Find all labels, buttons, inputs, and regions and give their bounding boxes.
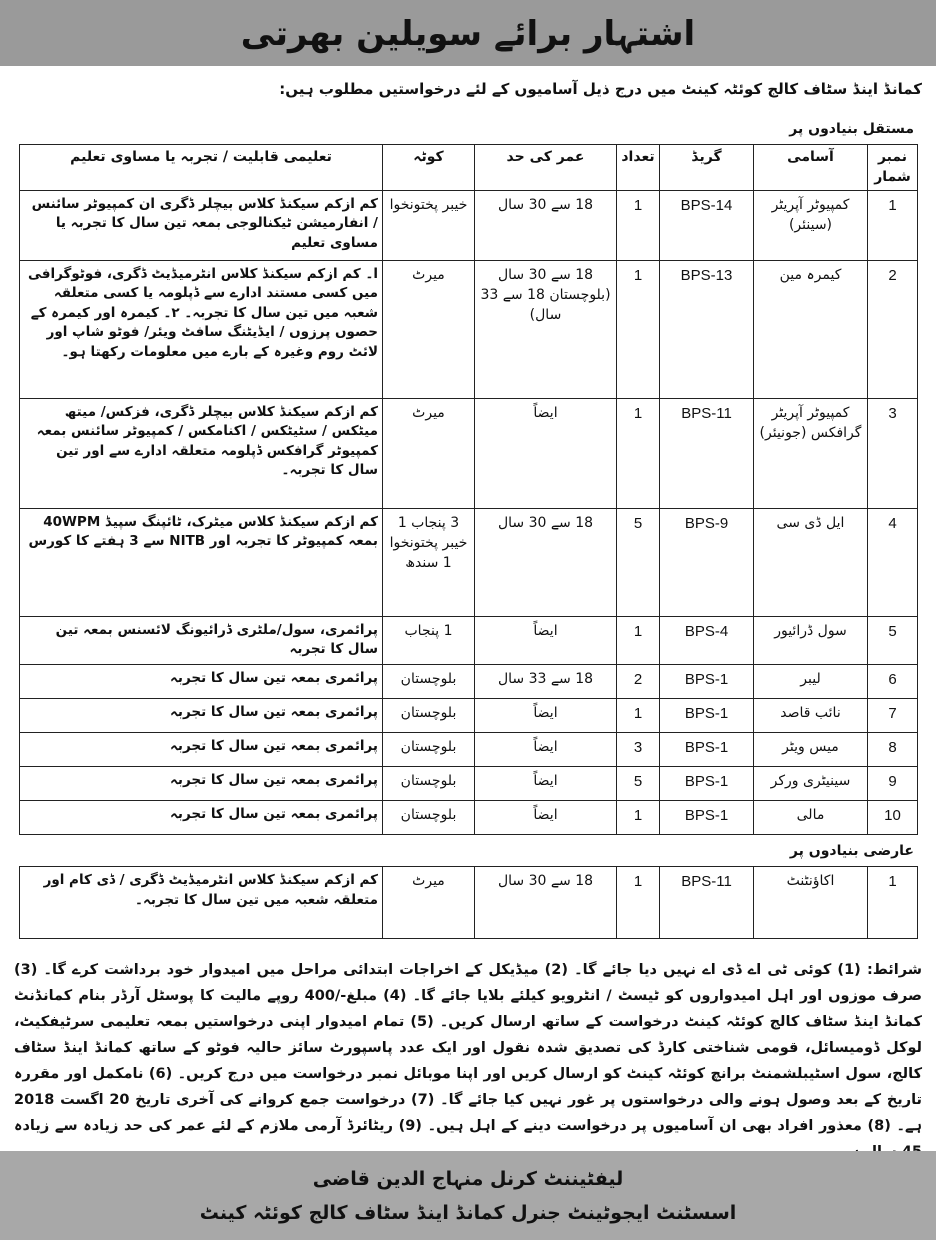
quota-cell: 3 پنجاب 1 خیبر پختونخوا 1 سندھ: [383, 508, 475, 616]
requirements-cell: پرائمری بمعہ تین سال کا تجربہ: [20, 732, 383, 766]
post-cell: کمپیوٹر آپریٹر گرافکس (جونیئر): [754, 398, 868, 508]
grade-cell: BPS-11: [660, 398, 754, 508]
intro-text: کمانڈ اینڈ سٹاف کالج کوئٹہ کینٹ میں درج ذیل آسامیوں کے لئے درخواستیں مطلوب ہیں:: [279, 80, 922, 98]
table-row: [20, 664, 918, 698]
quota-cell: خیبر پختونخوا: [383, 190, 475, 260]
count-cell: 1: [617, 260, 660, 398]
requirements-cell: کم ازکم سیکنڈ کلاس انٹرمیڈیٹ ڈگری / ڈی کام اور متعلقہ شعبہ میں تین سال کا تجربہ۔: [20, 867, 383, 939]
terms-label: شرائط:: [866, 962, 922, 978]
count-cell: 1: [617, 800, 660, 834]
requirements-cell: کم ازکم سیکنڈ کلاس میٹرک، ٹائپنگ سپیڈ 40WPM بمعہ کمپیوٹر کا تجربہ اور NITB سے 3 ہفتے کا کورس: [20, 508, 383, 616]
temporary-label: عارضی بنیادوں پر: [789, 843, 914, 859]
table-row: [20, 190, 918, 260]
age-cell: [475, 664, 617, 698]
grade-cell: BPS-1: [660, 766, 754, 800]
post-cell: کمپیوٹر آپریٹر (سینئر): [754, 190, 868, 260]
serial-cell: 6: [868, 664, 918, 698]
post-cell: سینیٹری ورکر: [754, 766, 868, 800]
age-cell: [475, 766, 617, 800]
grade-cell: BPS-11: [660, 867, 754, 939]
temporary-posts-table: [19, 866, 918, 939]
quota-cell: بلوچستان: [383, 732, 475, 766]
grade-cell: BPS-1: [660, 664, 754, 698]
officer-name: لیفٹیننٹ کرنل منہاج الدین قاضی: [312, 1167, 624, 1190]
count-cell: 5: [617, 766, 660, 800]
age-range: ایضاً: [533, 772, 558, 789]
serial-cell: 10: [868, 800, 918, 834]
age-cell: [475, 260, 617, 398]
quota-cell: میرٹ: [383, 398, 475, 508]
quota-cell: بلوچستان: [383, 800, 475, 834]
age-range: 18 سے 30 سال: [497, 514, 594, 531]
age-cell: [475, 508, 617, 616]
post-cell: نائب قاصد: [754, 698, 868, 732]
header-quota: کوٹہ: [383, 145, 475, 191]
count-cell: 1: [617, 616, 660, 664]
grade-cell: BPS-1: [660, 800, 754, 834]
requirements-cell: پرائمری بمعہ تین سال کا تجربہ: [20, 800, 383, 834]
age-range: 18 سے 33 سال: [497, 670, 594, 687]
serial-cell: 1: [868, 867, 918, 939]
requirements-cell: پرائمری، سول/ملٹری ڈرائیونگ لائسنس بمعہ تین سال کا تجربہ: [20, 616, 383, 664]
age-range: ایضاً: [533, 404, 558, 421]
age-range: ایضاً: [533, 738, 558, 755]
table-row: [20, 616, 918, 664]
quota-cell: میرٹ: [383, 260, 475, 398]
post-cell: کیمرہ مین: [754, 260, 868, 398]
permanent-posts-table: [19, 144, 918, 835]
serial-cell: 4: [868, 508, 918, 616]
grade-cell: BPS-1: [660, 698, 754, 732]
count-cell: 2: [617, 664, 660, 698]
signature-footer: [0, 1151, 936, 1240]
header-serial: نمبر شمار: [868, 145, 918, 191]
quota-cell: بلوچستان: [383, 766, 475, 800]
post-cell: سول ڈرائیور: [754, 616, 868, 664]
table-row: [20, 398, 918, 508]
table-row: [20, 698, 918, 732]
serial-cell: 2: [868, 260, 918, 398]
count-cell: 1: [617, 867, 660, 939]
age-cell: [475, 616, 617, 664]
age-range: ایضاً: [533, 704, 558, 721]
serial-cell: 5: [868, 616, 918, 664]
post-cell: ایل ڈی سی: [754, 508, 868, 616]
header-grade: گریڈ: [660, 145, 754, 191]
grade-cell: BPS-13: [660, 260, 754, 398]
title-banner: [0, 0, 936, 66]
serial-cell: 9: [868, 766, 918, 800]
table-row: [20, 867, 918, 939]
terms-text: (1) کوئی ٹی اے ڈی اے نہیں دیا جائے گا۔ (2) میڈیکل کے اخراجات ابتدائی مراحل میں امیدوار خود برداشت کرے گا۔ (3) صرف موزوں اور اہل امیدواروں کو ٹیسٹ / انٹرویو کیلئے بلایا جائے گا۔ (4) مبلغ-/400 روپے مالیت کا پوسٹل آرڈر بنام کمانڈنٹ کمانڈ اینڈ سٹاف کالج کوئٹہ کینٹ درخواست کے ساتھ ارسال کریں۔ (5) تمام امیدوار اپنی درخواستیں بمعہ تعلیمی سرٹیفکیٹ، لوکل ڈومیسائل، قومی شناختی کارڈ کی تصدیق شدہ نقول اور ایک عدد پاسپورٹ سائز حالیہ فوٹو کے ساتھ کمانڈ اینڈ سٹاف کالج، سول اسٹیبلشمنٹ برانچ کوئٹہ کینٹ کو ارسال کریں اور اپنا موبائل نمبر درخواست میں درج کریں۔ (6) نامکمل اور مقررہ تاریخ کے بعد وصول ہونے والی درخواستوں پر غور نہیں کیا جائے گا۔ (7) درخواست جمع کروانے کی آخری تاریخ 20 اگست 2018 ہے۔ (8) معذور افراد بھی ان آسامیوں پر درخواست دینے کے اہل ہیں۔ (9) ریٹائرڈ آرمی ملازم کے لئے عمر کی حد زیادہ سے زیادہ: [14, 962, 922, 1134]
quota-cell: 1 پنجاب: [383, 616, 475, 664]
table-header: [20, 145, 918, 191]
grade-cell: BPS-1: [660, 732, 754, 766]
post-cell: میس ویٹر: [754, 732, 868, 766]
page-title: اشتہار برائے سویلین بھرتی: [240, 13, 696, 54]
terms-section: [14, 957, 922, 1165]
age-cell: 18 سے 30 سال: [475, 867, 617, 939]
post-cell: اکاؤنٹنٹ: [754, 867, 868, 939]
requirements-cell: کم ازکم سیکنڈ کلاس بیچلر ڈگری، فزکس/ میتھ میٹکس / سٹیٹکس / اکنامکس / کمپیوٹر سائنس بمعہ کمپیوٹر گرافکس ڈپلومہ متعلقہ ادارے سے اور تین سال کا تجربہ۔: [20, 398, 383, 508]
post-cell: لیبر: [754, 664, 868, 698]
count-cell: 1: [617, 398, 660, 508]
header-age: عمر کی حد: [475, 145, 617, 191]
requirements-cell: پرائمری بمعہ تین سال کا تجربہ: [20, 698, 383, 732]
permanent-label: مستقل بنیادوں پر: [789, 121, 914, 137]
serial-cell: 7: [868, 698, 918, 732]
grade-cell: BPS-14: [660, 190, 754, 260]
serial-cell: 3: [868, 398, 918, 508]
count-cell: 3: [617, 732, 660, 766]
age-cell: [475, 732, 617, 766]
count-cell: 1: [617, 190, 660, 260]
age-range: ایضاً: [533, 806, 558, 823]
table-row: [20, 766, 918, 800]
table-row: [20, 260, 918, 398]
age-range: 18 سے 30 سال: [497, 196, 594, 213]
header-count: تعداد: [617, 145, 660, 191]
age-cell: [475, 800, 617, 834]
grade-cell: BPS-4: [660, 616, 754, 664]
quota-cell: میرٹ: [383, 867, 475, 939]
count-cell: 5: [617, 508, 660, 616]
header-requirements: تعلیمی قابلیت / تجربہ یا مساوی تعلیم: [20, 145, 383, 191]
requirements-cell: کم ازکم سیکنڈ کلاس بیچلر ڈگری ان کمپیوٹر سائنس / انفارمیشن ٹیکنالوجی بمعہ تین سال کا تجربہ یا مساوی تعلیم: [20, 190, 383, 260]
quota-cell: بلوچستان: [383, 664, 475, 698]
age-cell: [475, 698, 617, 732]
age-range: ایضاً: [533, 622, 558, 639]
requirements-cell: ا۔ کم ازکم سیکنڈ کلاس انٹرمیڈیٹ ڈگری، فوٹوگرافی میں کسی مستند ادارے سے ڈپلومہ یا کسی متعلقہ شعبہ میں تین سال کا تجربہ۔ ۲۔ کیمرہ اور کیمرہ کے حصوں پرزوں / ایڈیٹنگ سافٹ ویئر/ فوٹو شاپ اور لائٹ روم وغیرہ کے بارے میں معلومات رکھتا ہو۔: [20, 260, 383, 398]
age-cell: [475, 398, 617, 508]
officer-designation: اسسٹنٹ ایجوٹینٹ جنرل کمانڈ اینڈ سٹاف کالج کوئٹہ کینٹ: [199, 1201, 737, 1224]
table-row: [20, 800, 918, 834]
grade-cell: BPS-9: [660, 508, 754, 616]
requirements-cell: پرائمری بمعہ تین سال کا تجربہ: [20, 664, 383, 698]
quota-cell: بلوچستان: [383, 698, 475, 732]
age-range: 18 سے 30 سال: [497, 266, 594, 283]
count-cell: 1: [617, 698, 660, 732]
age-range-note: (بلوچستان 18 سے 33 سال): [480, 286, 611, 324]
header-post: آسامی: [754, 145, 868, 191]
table-row: [20, 508, 918, 616]
serial-cell: 8: [868, 732, 918, 766]
requirements-cell: پرائمری بمعہ تین سال کا تجربہ: [20, 766, 383, 800]
post-cell: مالی: [754, 800, 868, 834]
age-cell: [475, 190, 617, 260]
serial-cell: 1: [868, 190, 918, 260]
table-row: [20, 732, 918, 766]
